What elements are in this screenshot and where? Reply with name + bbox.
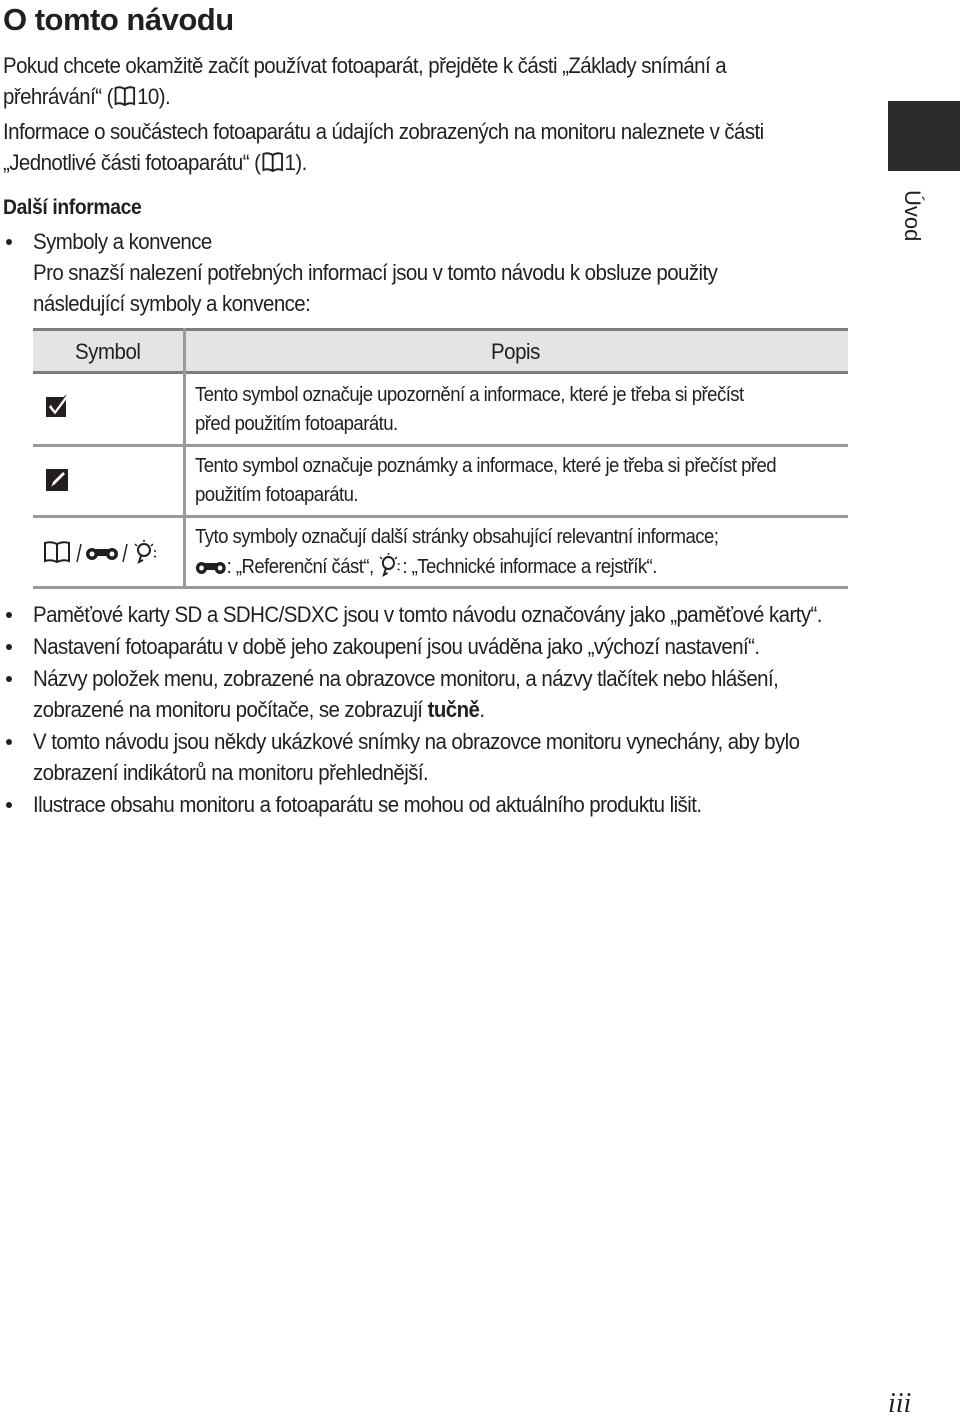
bullet-dot bbox=[6, 802, 12, 808]
bullet-menu-names-line-2 bbox=[33, 694, 484, 725]
table-header-popis: Popis bbox=[491, 339, 540, 364]
page-title: O tomto návodu bbox=[3, 2, 234, 37]
intro-page-ref-10: 10 bbox=[137, 84, 159, 109]
check-box-icon bbox=[45, 394, 69, 423]
bullet-dot bbox=[6, 676, 12, 682]
table-bottom-border bbox=[33, 586, 848, 589]
book-icon bbox=[261, 150, 283, 181]
reference-section-text: : „Referenční část“, bbox=[226, 556, 374, 578]
page-number: iii bbox=[888, 1388, 912, 1419]
chapter-tab-marker bbox=[888, 101, 960, 171]
intro-line-2 bbox=[3, 81, 170, 115]
bullet-sample-images-line-2: zobrazení indikátorů na monitoru přehlednější. bbox=[33, 760, 429, 785]
intro-line-3: Informace o součástech fotoaparátu a údajích zobrazených na monitoru naleznete v části bbox=[3, 119, 764, 144]
intro-page-ref-1: 1 bbox=[284, 150, 296, 175]
table-row-separator bbox=[33, 444, 848, 447]
bullet-menu-names-text: zobrazené na monitoru počítače, se zobrazují bbox=[33, 697, 428, 722]
intro-line-4 bbox=[3, 147, 307, 181]
intro-line-4-end: ). bbox=[295, 150, 307, 175]
bullet-dot bbox=[6, 612, 12, 618]
bullet-dot bbox=[6, 644, 12, 650]
bullet-dot bbox=[6, 739, 12, 745]
intro-line-2-text: přehrávání“ ( bbox=[3, 84, 113, 109]
section-heading: Další informace bbox=[3, 196, 142, 219]
bullet-default-settings: Nastavení fotoaparátu v době jeho zakoupení jsou uváděna jako „výchozí nastavení“. bbox=[33, 634, 760, 659]
table-header-symbol: Symbol bbox=[75, 339, 141, 364]
bulb-icon bbox=[378, 553, 402, 586]
intro-line-2-end: ). bbox=[158, 84, 171, 109]
bullet-symbols-line-2: následující symboly a konvence: bbox=[33, 291, 311, 316]
table-header bbox=[33, 328, 848, 374]
table-row-1-line-1: Tento symbol označuje upozornění a informace, které je třeba si přečíst bbox=[195, 384, 744, 406]
bullet-menu-names-line-1: Názvy položek menu, zobrazené na obrazovce monitoru, a názvy tlačítek nebo hlášení, bbox=[33, 666, 779, 691]
binoculars-icon bbox=[195, 557, 227, 586]
table-row-3-line-1: Tyto symboly označují další stránky obsahující relevantní informace; bbox=[195, 526, 719, 548]
bullet-memory-cards: Paměťové karty SD a SDHC/SDXC jsou v tomto návodu označovány jako „paměťové karty“. bbox=[33, 602, 822, 627]
book-icon bbox=[114, 84, 136, 115]
table-column-divider bbox=[183, 328, 186, 586]
bullet-illustrations: Ilustrace obsahu monitoru a fotoaparátu se mohou od aktuálního produktu lišit. bbox=[33, 792, 702, 817]
book-binoculars-bulb-icons bbox=[43, 538, 163, 571]
table-row-2-line-1: Tento symbol označuje poznámky a informace, které je třeba si přečíst před bbox=[195, 455, 777, 477]
bold-example: tučně bbox=[427, 697, 480, 722]
intro-line-4-text: „Jednotlivé části fotoaparátu“ ( bbox=[3, 150, 261, 175]
bullet-symbols-line-1: Pro snazší nalezení potřebných informací jsou v tomto návodu k obsluze použity bbox=[33, 260, 718, 285]
table-row-separator bbox=[33, 515, 848, 518]
bullet-dot bbox=[6, 239, 12, 245]
table-row-2-line-2: použitím fotoaparátu. bbox=[195, 484, 359, 506]
table-row-3-line-2 bbox=[195, 553, 657, 586]
bullet-sample-images-line-1: V tomto návodu jsou někdy ukázkové snímky na obrazovce monitoru vynechány, aby bylo bbox=[33, 729, 800, 754]
table-row-1-line-2: před použitím fotoaparátu. bbox=[195, 413, 398, 435]
technical-info-text: : „Technické informace a rejstřík“. bbox=[402, 556, 657, 578]
chapter-tab-label: Úvod bbox=[900, 190, 925, 242]
bullet-menu-names-end: . bbox=[479, 697, 485, 722]
bullet-symbols-title: Symboly a konvence bbox=[33, 229, 212, 254]
pencil-note-icon bbox=[45, 468, 69, 497]
intro-line-1: Pokud chcete okamžitě začít používat fotoaparát, přejděte k části „Základy snímání a bbox=[3, 53, 727, 78]
